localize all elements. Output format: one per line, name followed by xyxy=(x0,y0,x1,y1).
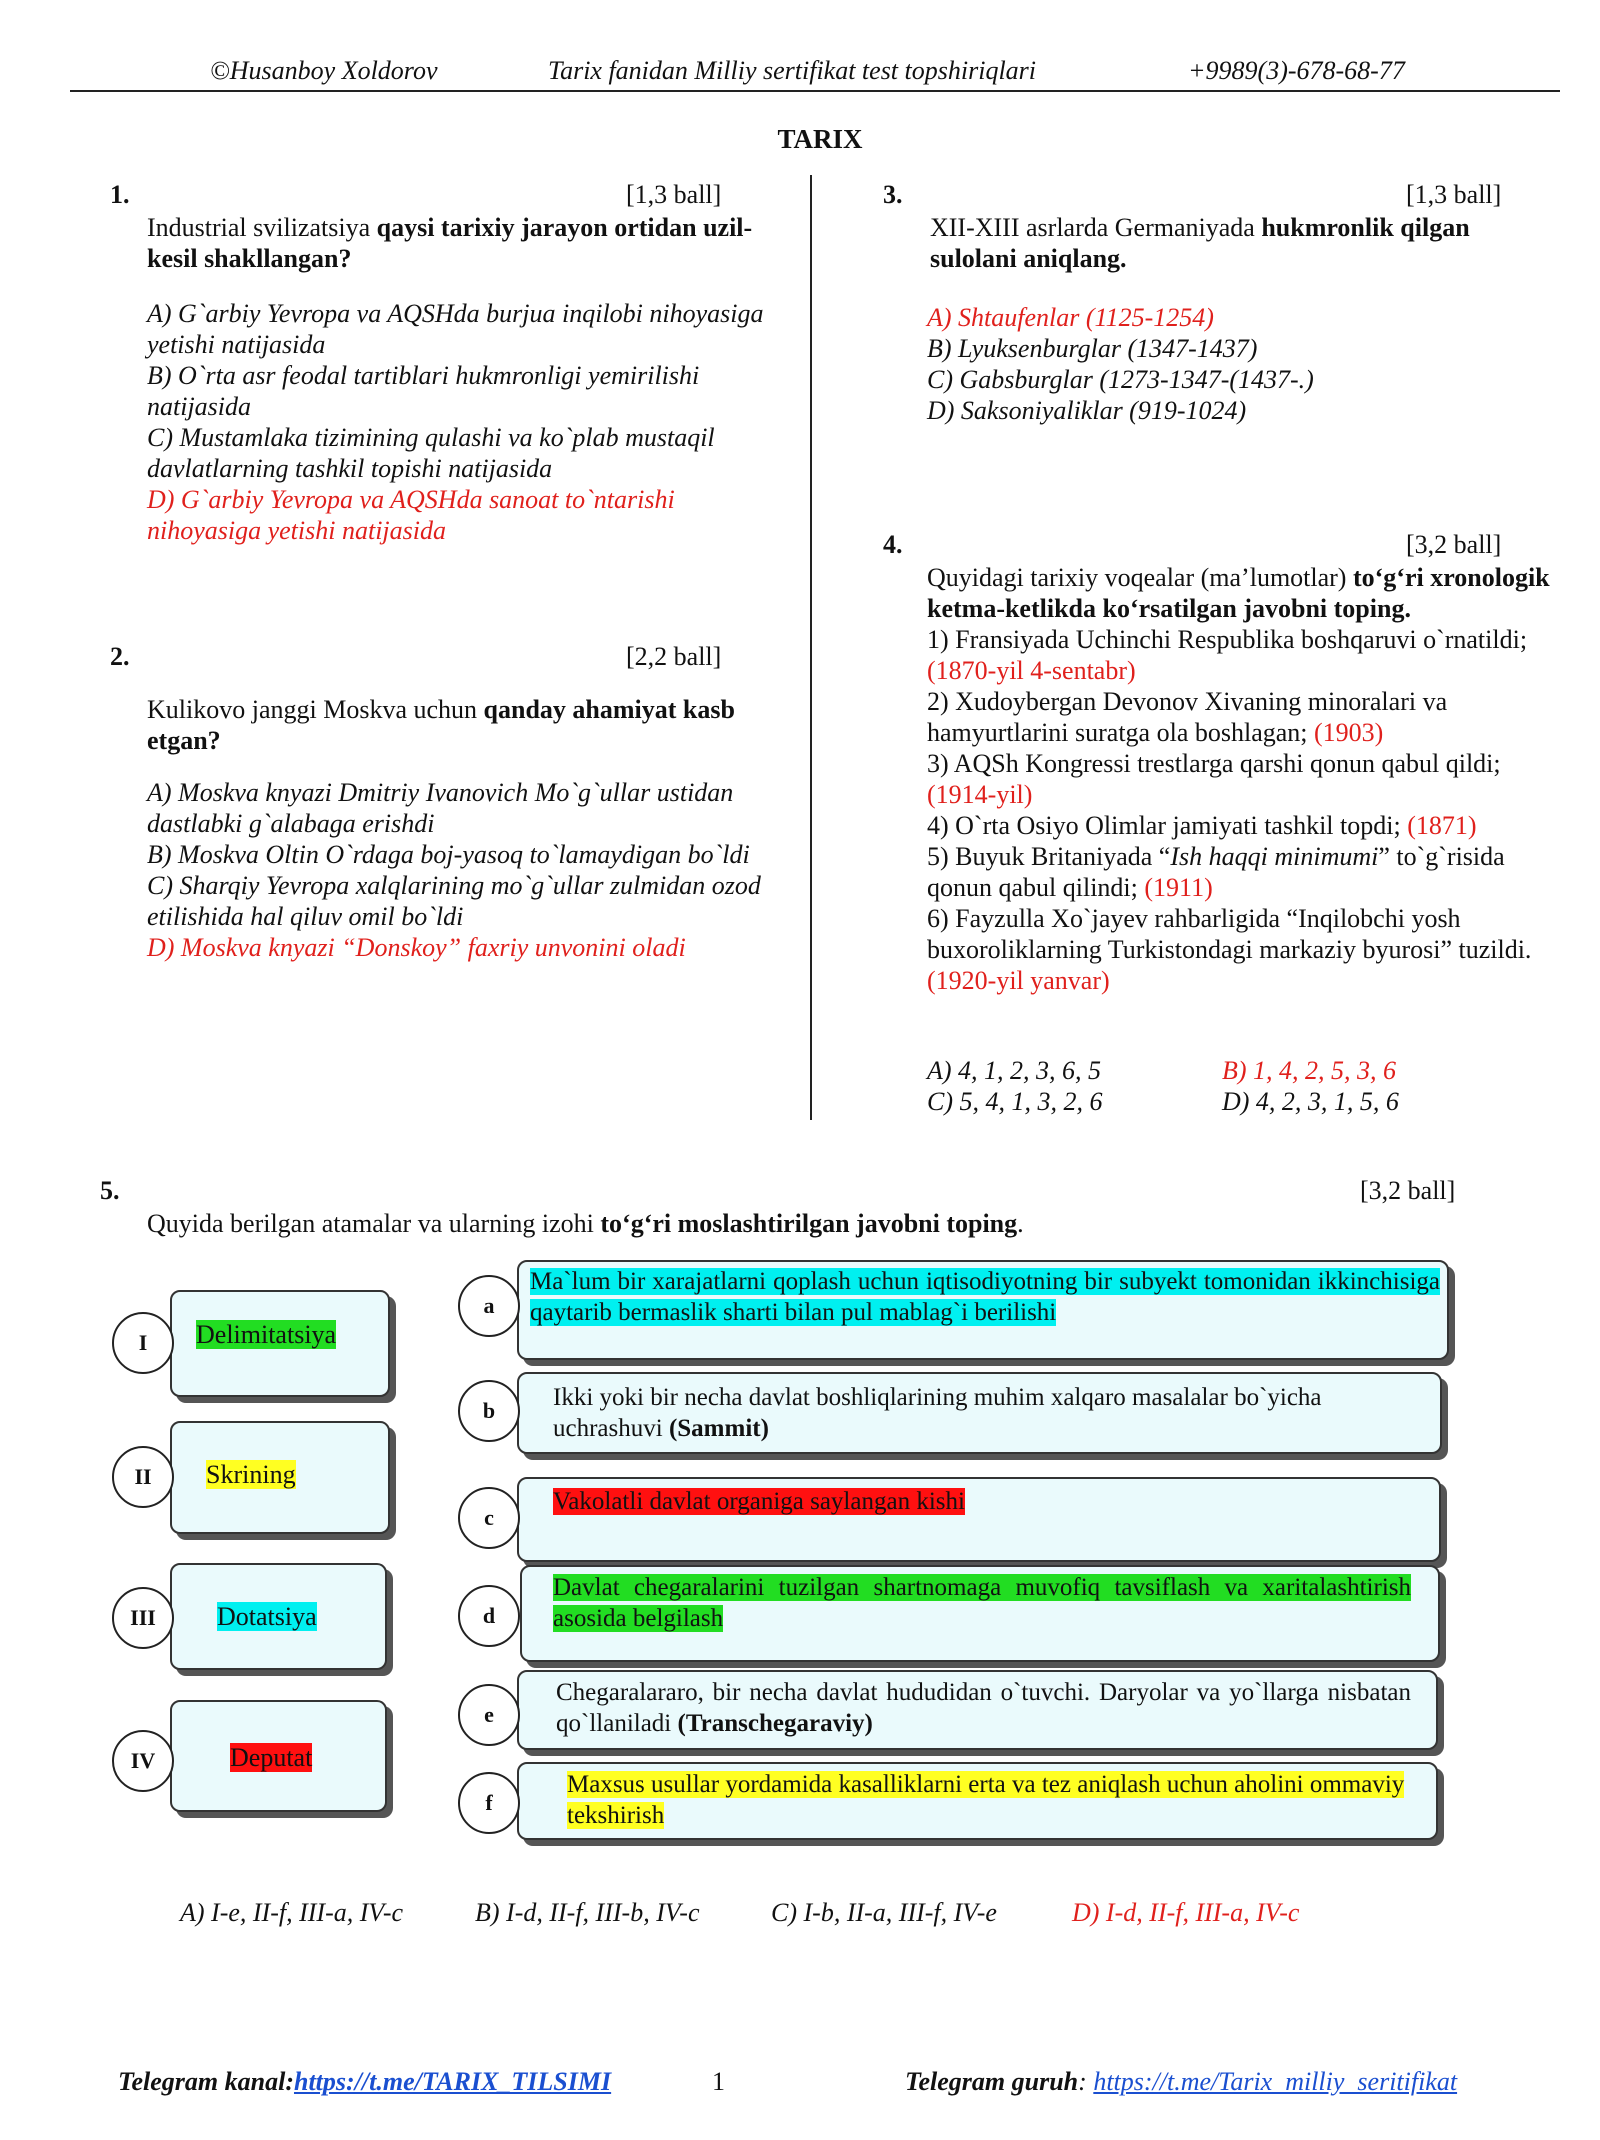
q3-option-b[interactable]: B) Lyuksenburglar (1347-1437) xyxy=(927,334,1258,363)
footer-guruh-colon: : xyxy=(1078,2067,1094,2096)
q1-option-d[interactable]: D) G`arbiy Yevropa va AQSHda sanoat to`ntarishi nihoyasiga yetishi natijasida xyxy=(147,485,675,545)
q4-item-5-text-b: ” to`g`risida qonun qabul qilindi; xyxy=(927,842,1505,902)
q4-item-6-date: (1920-yil yanvar) xyxy=(927,966,1110,995)
q1-option-c[interactable]: C) Mustamlaka tizimining qulashi va ko`plab mustaqil davlatlarning tashkil topishi natijasida xyxy=(147,423,715,483)
def-a-highlight: Ma`lum bir xarajatlarni qoplash uchun iqtisodiyotning bir subyekt tomonidan ikkinchisiga qaytarib bermaslik sharti bilan pul mablag`i berilishi xyxy=(530,1268,1440,1326)
term-label-1 xyxy=(196,1320,336,1350)
q4-number: 4. xyxy=(883,530,903,559)
q4-ball: [3,2 ball] xyxy=(1406,530,1502,559)
q4-item-1 xyxy=(927,624,1567,686)
def-text-f xyxy=(567,1769,1412,1831)
q1-option-a[interactable]: A) G`arbiy Yevropa va AQSHda burjua inqilobi nihoyasiga yetishi natijasida xyxy=(147,299,764,359)
q4-option-c[interactable]: C) 5, 4, 1, 3, 2, 6 xyxy=(927,1087,1103,1116)
q4-item-4-text: 4) O`rta Osiyo Olimlar jamiyati tashkil topdi; xyxy=(927,811,1408,840)
q1-question-bold: qaysi tarixiy jarayon ortidan uzil-kesil shakllangan? xyxy=(147,213,753,273)
term-text-3: Dotatsiya xyxy=(217,1602,317,1631)
q2-option-d[interactable]: D) Moskva knyazi “Donskoy” faxriy unvonini oladi xyxy=(147,933,686,962)
q4-item-5-text-a: 5) Buyuk Britaniyada “ xyxy=(927,842,1171,871)
term-numeral-3: III xyxy=(112,1587,174,1649)
q3-options xyxy=(927,302,1527,426)
q4-option-b[interactable]: B) 1, 4, 2, 5, 3, 6 xyxy=(1222,1056,1397,1085)
def-b-plain: Ikki yoki bir necha davlat boshliqlarining muhim xalqaro masalalar bo`yicha uchrashuvi xyxy=(553,1384,1322,1442)
def-text-d xyxy=(553,1572,1411,1634)
def-letter-a: a xyxy=(458,1275,520,1337)
term-text-1: Delimitatsiya xyxy=(196,1320,337,1349)
term-text-4: Deputat xyxy=(230,1743,313,1772)
def-letter-d: d xyxy=(458,1585,520,1647)
q4-item-1-date: (1870-yil 4-sentabr) xyxy=(927,656,1136,685)
def-text-c xyxy=(553,1486,1403,1517)
q3-option-d[interactable]: D) Saksoniyaliklar (919-1024) xyxy=(927,396,1247,425)
q5-option-c[interactable]: C) I-b, II-a, III-f, IV-e xyxy=(771,1898,997,1927)
q4-option-a[interactable]: A) 4, 1, 2, 3, 6, 5 xyxy=(927,1056,1102,1085)
q5-number: 5. xyxy=(100,1176,120,1205)
q3-question xyxy=(930,212,1500,274)
def-b-bold: (Sammit) xyxy=(668,1415,769,1442)
q2-options xyxy=(147,777,767,963)
def-d-highlight: Davlat chegaralarini tuzilgan shartnomaga muvofiq tavsiflash va xaritalashtirish asosida belgilash xyxy=(553,1574,1411,1632)
def-text-a xyxy=(530,1266,1440,1328)
q3-number: 3. xyxy=(883,180,903,209)
q5-option-d[interactable]: D) I-d, II-f, III-a, IV-c xyxy=(1072,1898,1300,1927)
q5-question-plain: Quyida berilgan atamalar va ularning izohi xyxy=(147,1209,601,1238)
q5-question-end: . xyxy=(1017,1209,1024,1238)
def-c-highlight: Vakolatli davlat organiga saylangan kishi xyxy=(553,1488,965,1515)
q4-item-1-text: 1) Fransiyada Uchinchi Respublika boshqaruvi o`rnatildi; xyxy=(927,625,1528,654)
q2-option-b[interactable]: B) Moskva Oltin O`rdaga boj-yasoq to`lamaydigan bo`ldi xyxy=(147,840,750,869)
q3-ball: [1,3 ball] xyxy=(1406,180,1502,209)
term-label-2 xyxy=(206,1460,296,1490)
q1-question xyxy=(147,212,757,274)
q1-question-plain: Industrial svilizatsiya xyxy=(147,213,377,242)
def-text-b xyxy=(553,1382,1403,1444)
term-numeral-4: IV xyxy=(112,1730,174,1792)
footer-guruh-link[interactable]: https://t.me/Tarix_milliy_seritifikat xyxy=(1093,2067,1458,2096)
q4-body xyxy=(927,562,1567,996)
q5-question xyxy=(147,1208,1447,1239)
q4-item-4-date: (1871) xyxy=(1407,811,1477,840)
q3-question-bold: hukmronlik qilgan sulolani aniqlang. xyxy=(930,213,1470,273)
q4-item-4 xyxy=(927,810,1567,841)
q4-item-6 xyxy=(927,903,1567,996)
footer-kanal-label: Telegram kanal: xyxy=(118,2067,294,2096)
q2-question xyxy=(147,694,767,756)
footer-guruh xyxy=(905,2067,1457,2097)
q2-question-bold: qanday ahamiyat kasb etgan? xyxy=(147,695,735,755)
page-number: 1 xyxy=(712,2067,725,2096)
def-e-bold: (Transchegaraviy) xyxy=(677,1710,873,1737)
q5-ball: [3,2 ball] xyxy=(1360,1176,1456,1205)
header-rule xyxy=(70,90,1560,92)
footer-kanal-link[interactable]: https://t.me/TARIX_TILSIMI xyxy=(293,2067,612,2096)
def-letter-e: e xyxy=(458,1684,520,1746)
q4-option-d[interactable]: D) 4, 2, 3, 1, 5, 6 xyxy=(1222,1087,1399,1116)
q4-question-plain: Quyidagi tarixiy voqealar (ma’lumotlar) xyxy=(927,563,1353,592)
def-letter-b: b xyxy=(458,1380,520,1442)
q1-option-b[interactable]: B) O`rta asr feodal tartiblari hukmronligi yemirilishi natijasida xyxy=(147,361,700,421)
term-text-2: Skrining xyxy=(206,1460,296,1489)
q5-option-a[interactable]: A) I-e, II-f, III-a, IV-c xyxy=(180,1898,404,1927)
header-author: ©Husanboy Xoldorov xyxy=(210,56,438,85)
def-letter-f: f xyxy=(458,1772,520,1834)
q5-question-bold: to‘g‘ri moslashtirilgan javobni toping xyxy=(600,1209,1018,1238)
q2-ball: [2,2 ball] xyxy=(626,642,722,671)
def-e-plain: Chegaralararo, bir necha davlat hududidan o`tuvchi. Daryolar va yo`llarga nisbatan qo`llaniladi xyxy=(556,1679,1411,1737)
q1-ball: [1,3 ball] xyxy=(626,180,722,209)
q4-item-2 xyxy=(927,686,1567,748)
q2-option-a[interactable]: A) Moskva knyazi Dmitriy Ivanovich Mo`g`ullar ustidan dastlabki g`alabaga erishdi xyxy=(147,778,734,838)
def-f-highlight: Maxsus usullar yordamida kasalliklarni erta va tez aniqlash uchun aholini ommaviy tekshirish xyxy=(567,1771,1405,1829)
q4-item-2-date: (1903) xyxy=(1314,718,1384,747)
q4-item-3-date: (1914-yil) xyxy=(927,780,1033,809)
q4-item-2-text: 2) Xudoybergan Devonov Xivaning minoralari va hamyurtlarini suratga ola boshlagan; xyxy=(927,687,1448,747)
def-letter-c: c xyxy=(458,1487,520,1549)
q2-question-plain: Kulikovo janggi Moskva uchun xyxy=(147,695,484,724)
term-numeral-2: II xyxy=(112,1446,174,1508)
q4-item-3 xyxy=(927,748,1567,810)
term-label-4 xyxy=(230,1743,312,1773)
q4-item-5-date: (1911) xyxy=(1144,873,1213,902)
q1-number: 1. xyxy=(110,180,130,209)
column-divider xyxy=(810,175,812,1120)
q5-option-b[interactable]: B) I-d, II-f, III-b, IV-c xyxy=(475,1898,700,1927)
term-label-3 xyxy=(217,1602,317,1632)
header-subject: Tarix fanidan Milliy sertifikat test topshiriqlari xyxy=(548,56,1037,85)
footer-guruh-label: Telegram guruh xyxy=(905,2067,1079,2096)
term-numeral-1: I xyxy=(112,1312,174,1374)
q4-item-5 xyxy=(927,841,1567,903)
q2-option-c[interactable]: C) Sharqiy Yevropa xalqlarining mo`g`ullar zulmidan ozod etilishida hal qiluv omil bo`ldi xyxy=(147,871,761,931)
q4-item-6-text: 6) Fayzulla Xo`jayev rahbarligida “Inqilobchi yosh buxoroliklarning Turkistondagi markaziy byurosi” tuzildi. xyxy=(927,904,1532,964)
page-title: TARIX xyxy=(777,124,863,154)
q3-option-c[interactable]: C) Gabsburglar (1273-1347-(1437-.) xyxy=(927,365,1314,394)
q3-option-a[interactable]: A) Shtaufenlar (1125-1254) xyxy=(927,303,1214,332)
footer-kanal xyxy=(118,2067,611,2097)
q3-question-plain: XII-XIII asrlarda Germaniyada xyxy=(930,213,1262,242)
def-text-e xyxy=(556,1677,1411,1739)
q2-number: 2. xyxy=(110,642,130,671)
header-phone: +9989(3)-678-68-77 xyxy=(1188,56,1405,85)
q4-question-bold: to‘g‘ri xronologik ketma-ketlikda ko‘rsatilgan javobni toping. xyxy=(927,563,1550,623)
q1-options xyxy=(147,298,767,546)
q4-item-5-text-italic: Ish haqqi minimumi xyxy=(1170,842,1379,871)
q4-item-3-text: 3) AQSh Kongressi trestlarga qarshi qonun qabul qildi; xyxy=(927,749,1501,778)
q4-question xyxy=(927,562,1567,624)
